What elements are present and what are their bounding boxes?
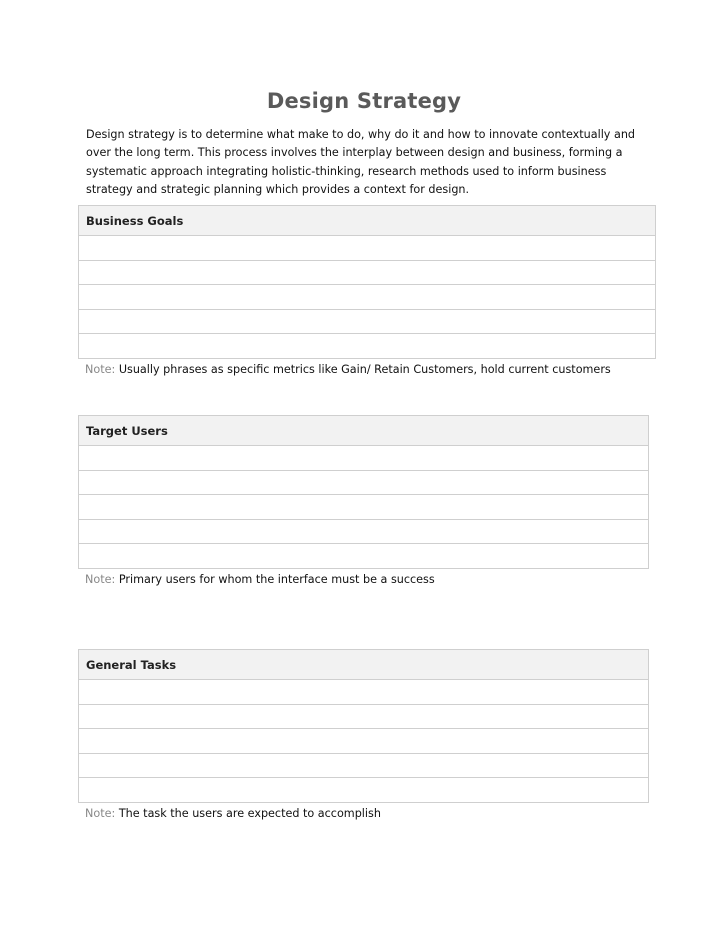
note-label: Note:	[85, 362, 116, 376]
business-goals-row-5[interactable]	[79, 334, 656, 359]
general-tasks-section	[78, 649, 649, 822]
target-users-row-4[interactable]	[79, 519, 649, 544]
note-text: Primary users for whom the interface must be a success	[115, 572, 435, 586]
general-tasks-row-2[interactable]	[79, 704, 649, 729]
business-goals-note	[85, 362, 656, 378]
note-label: Note:	[85, 572, 116, 586]
target-users-note	[85, 572, 649, 588]
target-users-table	[78, 415, 649, 569]
target-users-heading: Target Users	[79, 416, 649, 446]
general-tasks-row-3[interactable]	[79, 729, 649, 754]
business-goals-row-4[interactable]	[79, 309, 656, 334]
business-goals-table	[78, 205, 656, 359]
general-tasks-table	[78, 649, 649, 803]
general-tasks-row-5[interactable]	[79, 778, 649, 803]
intro-paragraph: Design strategy is to determine what make to do, why do it and how to innovate contextually and over the long term. This process involves the interplay between design and business, forming a systematic approach integrating holistic-thinking, research methods used to inform business strategy and strategic planning which provides a context for design.	[86, 128, 636, 197]
target-users-row-3[interactable]	[79, 495, 649, 520]
note-label: Note:	[85, 806, 116, 820]
general-tasks-note	[85, 806, 649, 822]
business-goals-heading: Business Goals	[79, 206, 656, 236]
general-tasks-row-4[interactable]	[79, 753, 649, 778]
target-users-row-5[interactable]	[79, 544, 649, 569]
page-title: Design Strategy	[266, 89, 462, 113]
business-goals-row-1[interactable]	[79, 236, 656, 261]
note-text: Usually phrases as specific metrics like Gain/ Retain Customers, hold current customers	[115, 362, 611, 376]
target-users-section	[78, 415, 649, 588]
general-tasks-row-1[interactable]	[79, 680, 649, 705]
business-goals-section	[78, 205, 656, 378]
general-tasks-heading: General Tasks	[79, 650, 649, 680]
business-goals-row-3[interactable]	[79, 285, 656, 310]
target-users-row-1[interactable]	[79, 446, 649, 471]
business-goals-row-2[interactable]	[79, 260, 656, 285]
target-users-row-2[interactable]	[79, 470, 649, 495]
note-text: The task the users are expected to accomplish	[115, 806, 381, 820]
